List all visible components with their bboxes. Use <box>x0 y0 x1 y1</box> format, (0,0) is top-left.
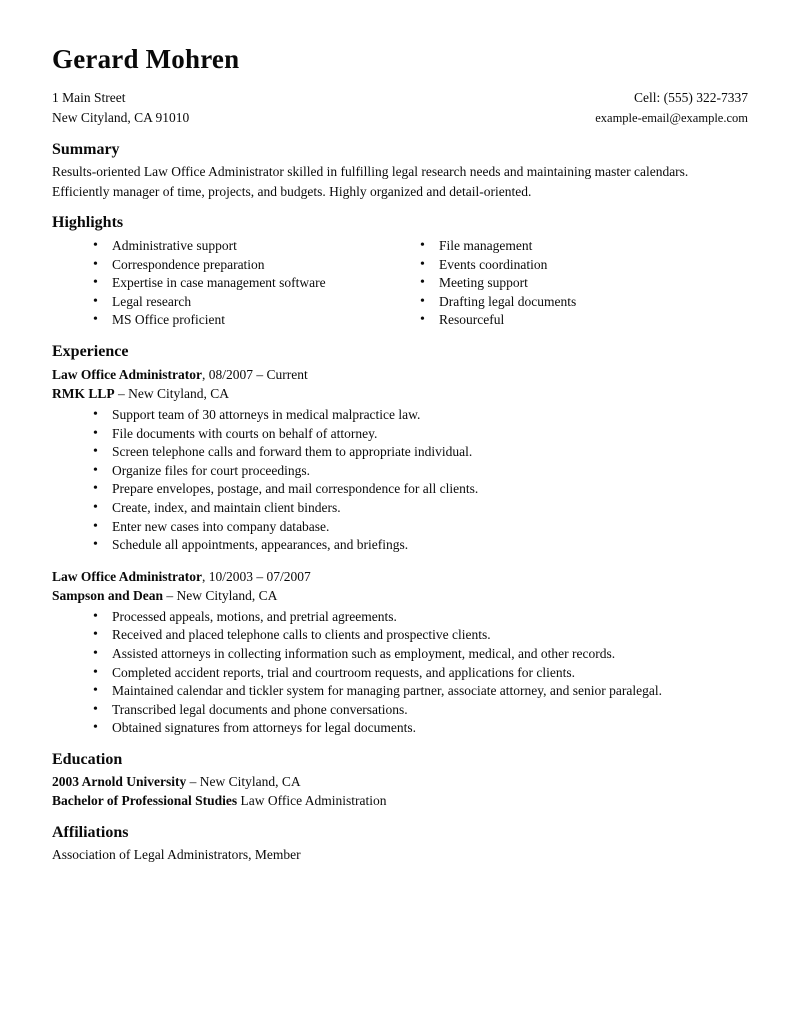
education-school: 2003 Arnold University <box>52 773 187 789</box>
list-item: • Prepare envelopes, postage, and mail correspondence for all clients. <box>112 480 748 499</box>
affiliations-text: Association of Legal Administrators, Member <box>52 846 301 862</box>
affiliations-heading: Affiliations <box>52 823 129 841</box>
list-item: • MS Office proficient <box>112 311 400 330</box>
experience-heading: Experience <box>52 342 129 360</box>
affiliations-section <box>52 824 748 865</box>
list-item: • Expertise in case management software <box>112 274 400 293</box>
contact-details <box>595 88 748 128</box>
list-item: • Enter new cases into company database. <box>112 518 748 537</box>
list-item: • Received and placed telephone calls to clients and prospective clients. <box>112 626 748 645</box>
page-title: Gerard Mohren <box>52 44 240 74</box>
education-section <box>52 751 748 811</box>
highlights-right-column <box>400 235 748 330</box>
education-location: – New Cityland, CA <box>186 773 301 789</box>
list-item: • Processed appeals, motions, and pretrial agreements. <box>112 608 748 627</box>
job-company-line <box>52 586 748 605</box>
list-item: • Assisted attorneys in collecting information such as employment, medical, and other records. <box>112 645 748 664</box>
contact-block <box>52 88 748 128</box>
list-item: • Organize files for court proceedings. <box>112 462 748 481</box>
address-line2: New Cityland, CA 91010 <box>52 110 190 125</box>
list-item: • Correspondence preparation <box>112 256 400 275</box>
list-item: • Screen telephone calls and forward them to appropriate individual. <box>112 443 748 462</box>
list-item: • Resourceful <box>439 311 748 330</box>
job-title: Law Office Administrator <box>52 568 202 584</box>
list-item: • Support team of 30 attorneys in medical malpractice law. <box>112 406 748 425</box>
highlights-columns <box>52 235 748 330</box>
experience-section <box>52 343 748 738</box>
job-company-line <box>52 384 748 403</box>
job-bullet-list <box>52 406 748 555</box>
resume-header <box>52 44 748 128</box>
list-item: • Legal research <box>112 293 400 312</box>
job-company: RMK LLP <box>52 385 115 401</box>
job-location: – New Cityland, CA <box>114 385 229 401</box>
summary-heading: Summary <box>52 141 120 158</box>
education-school-line <box>52 772 748 792</box>
job-entry <box>52 365 748 555</box>
cell-phone: Cell: (555) 322-7337 <box>634 90 748 105</box>
address-line1: 1 Main Street <box>52 90 126 105</box>
list-item: • Events coordination <box>439 256 748 275</box>
job-company: Sampson and Dean <box>52 587 164 603</box>
list-item: • Completed accident reports, trial and courtroom requests, and applications for clients. <box>112 664 748 683</box>
highlights-heading: Highlights <box>52 214 124 231</box>
summary-text: Results-oriented Law Office Administrator skilled in fulfilling legal research needs and maintaining master calendars. Efficiently manager of time, projects, and budgets. Highly organized and detail-oriented. <box>52 164 689 199</box>
list-item: • Drafting legal documents <box>439 293 748 312</box>
job-dates: , 08/2007 – Current <box>201 366 308 382</box>
education-field: Law Office Administration <box>237 793 387 809</box>
list-item: • Administrative support <box>112 237 400 256</box>
list-item: • File management <box>439 237 748 256</box>
job-entry <box>52 567 748 738</box>
job-bullet-list <box>52 608 748 738</box>
job-dates: , 10/2003 – 07/2007 <box>201 568 311 584</box>
email-address: example-email@example.com <box>595 111 748 125</box>
education-heading: Education <box>52 750 123 768</box>
highlights-left-column <box>52 235 400 330</box>
list-item: • Meeting support <box>439 274 748 293</box>
list-item: • Maintained calendar and tickler system for managing partner, associate attorney, and senior paralegal. <box>112 682 748 701</box>
job-title: Law Office Administrator <box>52 366 202 382</box>
list-item: • Schedule all appointments, appearances, and briefings. <box>112 536 748 555</box>
job-location: – New Cityland, CA <box>163 587 278 603</box>
education-degree: Bachelor of Professional Studies <box>52 793 238 809</box>
summary-section <box>52 141 748 201</box>
education-degree-line <box>52 791 748 811</box>
list-item: • Transcribed legal documents and phone conversations. <box>112 701 748 720</box>
job-title-line <box>52 365 748 384</box>
highlights-section <box>52 214 748 330</box>
contact-address <box>52 88 189 128</box>
list-item: • Create, index, and maintain client binders. <box>112 499 748 518</box>
list-item: • Obtained signatures from attorneys for legal documents. <box>112 719 748 738</box>
list-item: • File documents with courts on behalf of attorney. <box>112 425 748 444</box>
job-title-line <box>52 567 748 586</box>
